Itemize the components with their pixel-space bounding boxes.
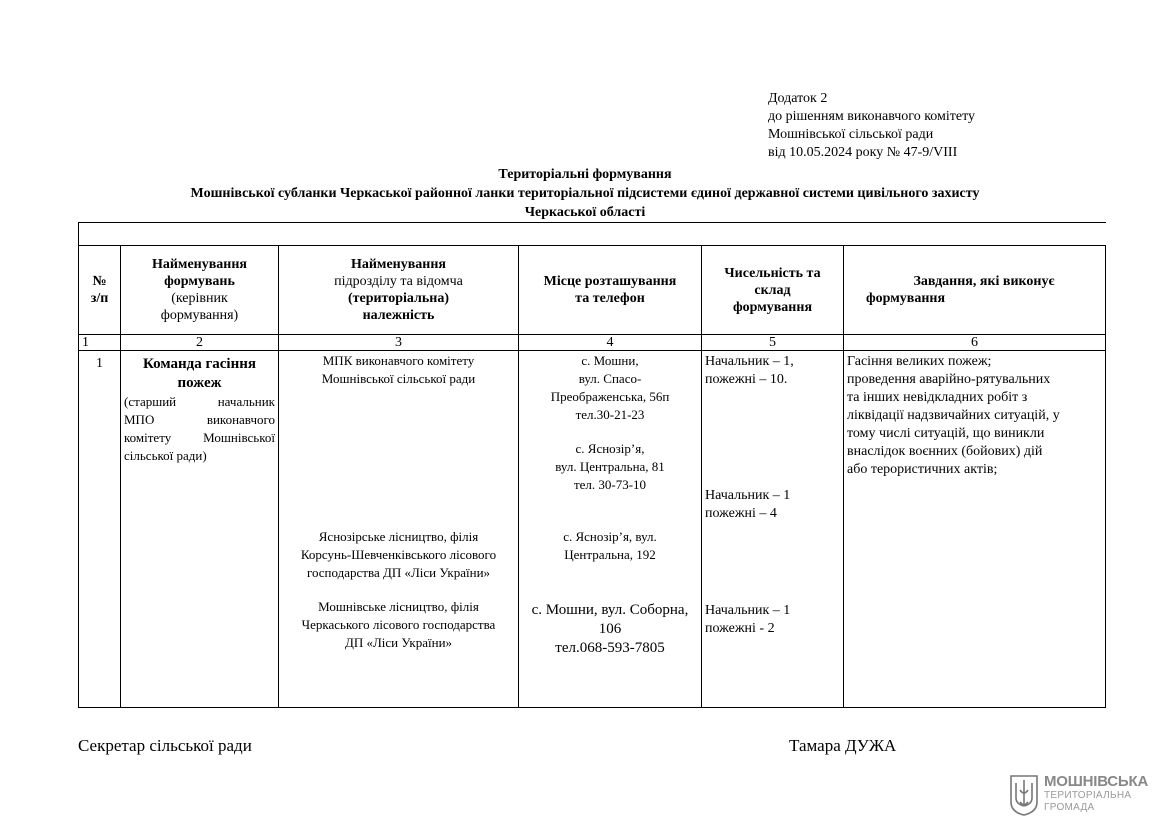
staff-text: Начальник – 1,: [705, 354, 794, 369]
trident-emblem-icon: [1009, 774, 1039, 816]
row-number: 1: [79, 351, 121, 708]
document-subtitle: Мошнівської субланки Черкаської районної ланки територіальної підсистеми єдиної державної системи цивільного захисту: [190, 186, 980, 201]
annex-block: [768, 90, 975, 162]
column-number: 6: [844, 335, 1106, 351]
blank-cell: [79, 223, 1106, 246]
community-logo: [1009, 773, 1149, 817]
signatory-name: Тамара ДУЖА: [789, 736, 897, 755]
header-text: формування: [866, 291, 946, 306]
unit-entry: [279, 528, 518, 582]
location-cell: [519, 351, 702, 708]
unit-text: Мошнівської сільської ради: [321, 371, 476, 386]
header-location: [519, 246, 702, 335]
header-formation-name: [121, 246, 279, 335]
task-text: тому числі ситуацій, що виникли: [847, 426, 1045, 441]
location-text: Центральна, 192: [564, 547, 656, 562]
unit-text: ДП «Ліси України»: [344, 635, 453, 650]
task-text: проведення аварійно-рятувальних: [847, 372, 1051, 387]
header-number: [79, 246, 121, 335]
unit-text: Черкаського лісового господарства: [301, 617, 496, 632]
column-number: 3: [279, 335, 519, 351]
logo-subtitle: ТЕРИТОРІАЛЬНА: [1044, 790, 1132, 801]
location-text: тел.068-593-7805: [555, 640, 665, 656]
unit-text: Мошнівське лісництво, філія: [318, 599, 479, 614]
column-number-row: [79, 335, 1106, 351]
tasks-cell: [844, 351, 1106, 708]
formation-head: сільської ради): [124, 448, 207, 463]
column-number: 2: [121, 335, 279, 351]
location-entry: [519, 352, 701, 424]
staff-entry: [705, 353, 843, 389]
staff-text: пожежні – 4: [705, 506, 777, 521]
staff-text: Начальник – 1: [705, 603, 791, 618]
table-blank-row: [79, 223, 1106, 246]
location-text: с. Мошни,: [581, 353, 639, 368]
column-number: 4: [519, 335, 702, 351]
task-text: ліквідації надзвичайних ситуацій, у: [847, 408, 1060, 423]
annex-line: Додаток 2: [768, 91, 828, 106]
location-text: 106: [598, 621, 622, 637]
task-text: або терористичних актів;: [847, 462, 998, 477]
task-text: Гасіння великих пожеж;: [847, 354, 992, 369]
unit-entry: [279, 352, 518, 388]
staff-cell: [702, 351, 844, 708]
signatory-position: Секретар сільської ради: [78, 736, 252, 755]
header-text: склад: [754, 282, 791, 298]
staff-entry: [705, 487, 843, 523]
location-entry: [519, 440, 701, 494]
header-text: формування): [160, 308, 239, 323]
header-text: формувань: [164, 274, 235, 289]
annex-line: до рішенням виконавчого комітету: [768, 109, 976, 124]
unit-cell: [279, 351, 519, 708]
logo-title: МОШНІВСЬКА: [1044, 773, 1149, 790]
header-text: Місце розташування: [543, 274, 677, 289]
location-text: тел.30-21-23: [575, 407, 645, 422]
location-text: с. Мошни, вул. Соборна,: [531, 602, 689, 618]
header-text: (керівник: [171, 291, 228, 306]
staff-text: пожежні – 10.: [705, 372, 788, 387]
header-tasks: [844, 246, 1106, 335]
unit-text: господарства ДП «Ліси України»: [306, 565, 491, 580]
unit-text: Корсунь-Шевченківського лісового: [300, 547, 497, 562]
header-staff: [702, 246, 844, 335]
task-text: внаслідок воєнних (бойових) дій: [847, 444, 1043, 459]
header-text: формування: [732, 299, 813, 315]
location-text: вул. Центральна, 81: [555, 459, 665, 474]
staff-entry: [705, 602, 843, 638]
formation-head: МПО виконавчого: [124, 412, 275, 427]
header-text: №: [92, 274, 107, 289]
location-text: тел. 30-73-10: [573, 477, 647, 492]
formation-cell: [121, 351, 279, 708]
unit-entry: [279, 598, 518, 652]
staff-text: пожежні - 2: [705, 621, 775, 636]
document-title: Територіальні формування: [498, 167, 672, 182]
table-header-row: [79, 246, 1106, 335]
header-text: Завдання, які виконує: [913, 274, 1055, 289]
header-text: Найменування: [350, 257, 447, 272]
logo-subtitle: ГРОМАДА: [1044, 802, 1095, 813]
header-text: Чисельність та: [724, 265, 821, 281]
table-row: [79, 351, 1106, 708]
formations-table: [78, 222, 1106, 708]
document-subtitle-region: Черкаської області: [524, 205, 646, 220]
header-text: підрозділу та відомча: [334, 274, 463, 289]
header-text: (територіальна): [347, 291, 450, 306]
unit-text: Яснозірське лісництво, філія: [318, 529, 479, 544]
header-text: Найменування: [151, 257, 248, 272]
header-unit-name: [279, 246, 519, 335]
staff-text: Начальник – 1: [705, 488, 791, 503]
task-text: та інших невідкладних робіт з: [847, 390, 1028, 405]
header-text: та телефон: [575, 291, 645, 306]
formation-head: (старший начальник: [124, 394, 275, 409]
header-text: належність: [362, 308, 435, 323]
location-text: вул. Спасо-: [578, 371, 642, 386]
formation-head: комітету Мошнівської: [124, 430, 275, 445]
location-text: с. Яснозір’я, вул.: [563, 529, 657, 544]
annex-date-line: від 10.05.2024 року № 47-9/VIII: [768, 145, 958, 160]
header-text: з/п: [90, 291, 109, 306]
annex-line: Мошнівської сільської ради: [768, 127, 934, 142]
location-text: Преображенська, 56п: [550, 389, 670, 404]
location-entry: [519, 601, 701, 658]
column-number: 5: [702, 335, 844, 351]
formation-name: Команда гасіння пожеж: [143, 356, 256, 391]
column-number: 1: [79, 335, 121, 351]
location-entry: [519, 528, 701, 564]
location-text: с. Яснозір’я,: [575, 441, 645, 456]
unit-text: МПК виконавчого комітету: [322, 353, 475, 368]
